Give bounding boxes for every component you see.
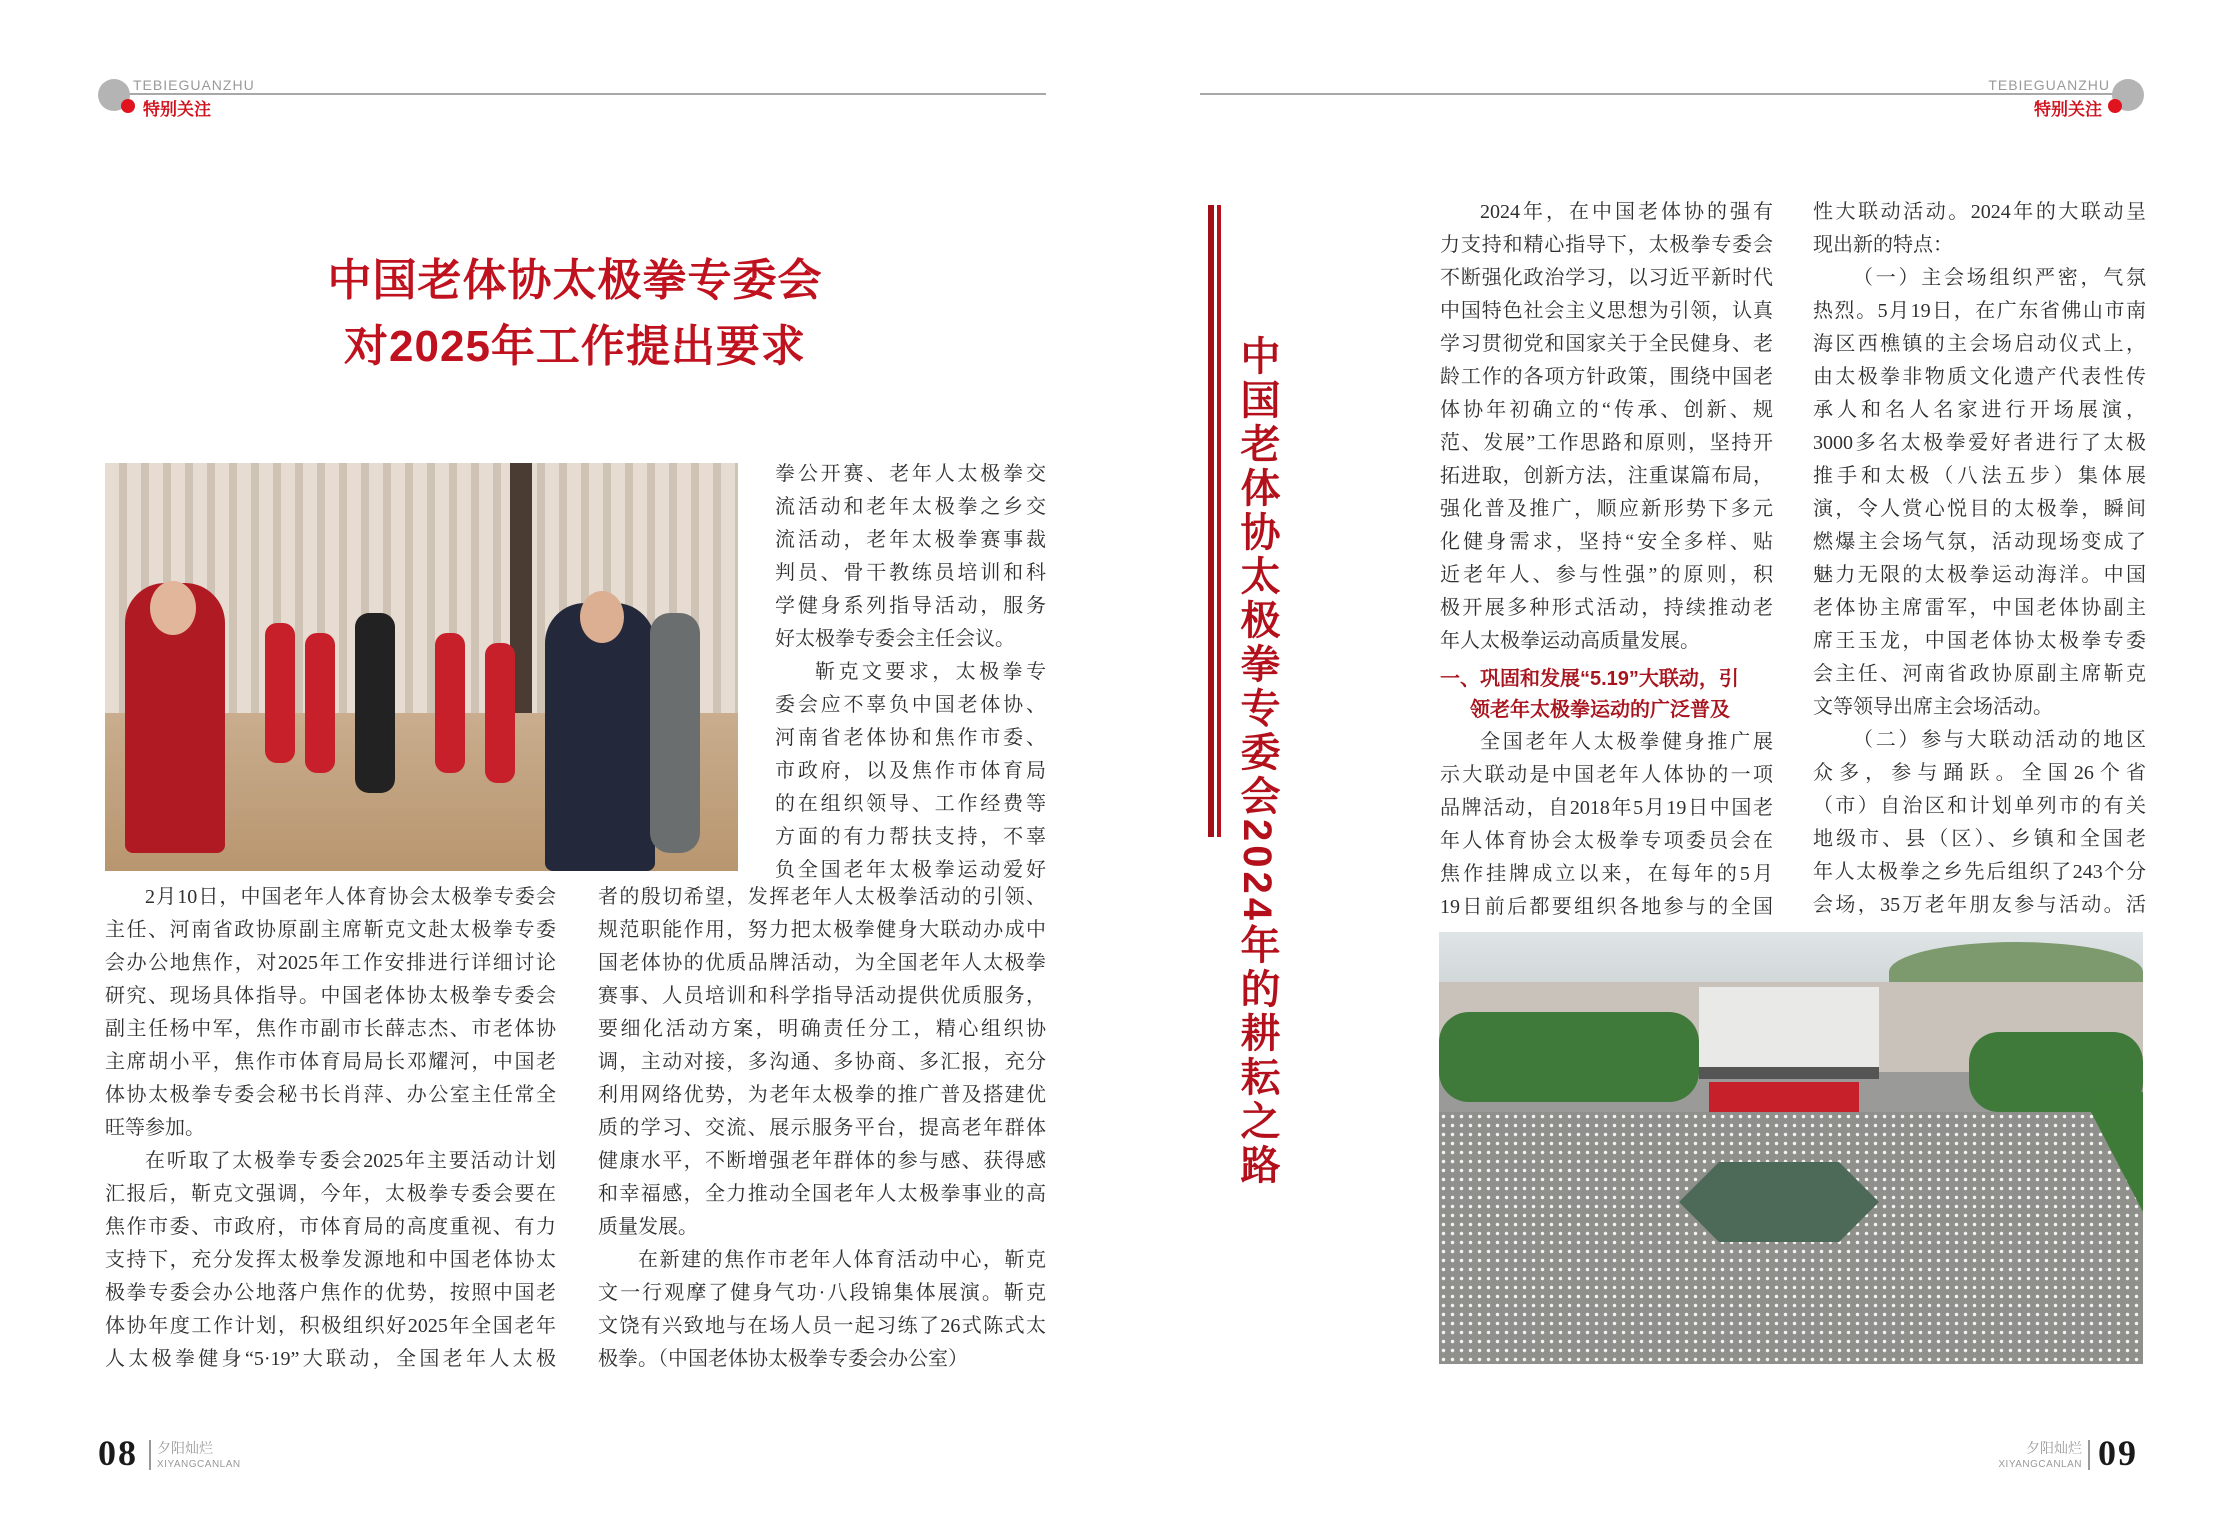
section-label-cn: 特别关注: [2034, 100, 2102, 119]
text-line: 3000多名太极拳爱好者进行了太极: [1813, 432, 2146, 454]
page-number: 09: [2098, 1433, 2138, 1473]
text-line: 年人体育协会太极拳专项委员会在: [1440, 830, 1773, 852]
text-line: 范、发展”工作思路和原则，坚持开: [1440, 432, 1773, 454]
text-line: 会主任、河南省政协原副主席靳克: [1813, 663, 2146, 685]
section-label-cn: 特别关注: [143, 100, 211, 119]
header-rule: [1200, 93, 2130, 95]
footer-divider: [2088, 1440, 2090, 1470]
article-title-line1: 中国老体协太极拳专委会: [327, 256, 823, 305]
section-heading-line2: 领老年太极拳运动的广泛普及: [1470, 699, 1730, 721]
text-line: 化健身需求，坚持“安全多样、贴: [1440, 531, 1773, 553]
text-line: 主席胡小平，焦作市体育局局长邓耀河，中国老: [105, 1051, 556, 1073]
text-line: 体协年初确立的“传承、创新、规: [1440, 399, 1773, 421]
text-line: 文等领导出席主会场活动。: [1813, 696, 2053, 718]
text-line: 旺等参加。: [105, 1117, 205, 1139]
text-column-right-1: [1440, 196, 1773, 924]
intro-block: [1440, 196, 1773, 658]
text-line: 由太极拳非物质文化遗产代表性传: [1813, 366, 2146, 388]
magazine-name-cn: 夕阳灿烂: [157, 1440, 213, 1456]
text-line: 全国老年人太极拳健身推广展: [1480, 731, 1773, 753]
text-line: 力支持和精心指导下，太极拳专委会: [1440, 234, 1773, 256]
text-line: 质量发展。: [598, 1216, 698, 1238]
text-line: 支持下，充分发挥太极拳发源地和中国老体协太: [105, 1249, 556, 1271]
text-line: 判员、骨干教练员培训和科: [775, 562, 1046, 584]
text-line: 年人太极拳运动高质量发展。: [1440, 630, 1700, 652]
text-line: 学健身系列指导活动，服务: [775, 595, 1046, 617]
text-line: 老体协主席雷军，中国老体协副主: [1813, 597, 2146, 619]
text-line: 现出新的特点：: [1813, 234, 1953, 256]
text-line: 众多，参与踊跃。全国26个省: [1813, 762, 2146, 784]
text-line: 负全国老年太极拳运动爱好: [775, 859, 1046, 881]
header-red-dot-icon: [2108, 99, 2122, 113]
text-line: 好太极拳专委会主任会议。: [775, 628, 1015, 650]
text-line: 海区西樵镇的主会场启动仪式上，: [1813, 333, 2146, 355]
text-line: 会场，35万老年朋友参与活动。活: [1813, 894, 2146, 916]
text-line: （二）参与大联动活动的地区: [1853, 729, 2146, 751]
text-line: 示大联动是中国老年人体协的一项: [1440, 764, 1773, 786]
text-line: 19日前后都要组织各地参与的全国: [1440, 896, 1773, 918]
section-label-en: TEBIEGUANZHU: [133, 77, 255, 93]
photo-aerial-main-venue: [1439, 932, 2143, 1364]
text-line: 2024年，在中国老体协的强有: [1480, 201, 1773, 223]
text-line: 学习贯彻党和国家关于全民健身、老: [1440, 333, 1773, 355]
text-line: 燃爆主会场气氛，活动现场变成了: [1813, 531, 2146, 553]
magazine-name-en: XIYANGCANLAN: [1998, 1459, 2082, 1470]
text-line: 体协年度工作计划，积极组织好2025年全国老年: [105, 1315, 556, 1337]
vertical-article-title: 中国老体协太极拳专委会2024年的耕耘之路: [1235, 335, 1279, 1188]
text-column-bottom-middle: [598, 881, 1046, 1376]
text-line: 会办公地焦作，对2025年工作安排进行详细讨论: [105, 952, 556, 974]
footer-divider: [149, 1440, 151, 1470]
text-line: 赛事、人员培训和科学指导活动提供优质服务，: [598, 985, 1046, 1007]
text-line: 焦作市委、市政府，市体育局的高度重视、有力: [105, 1216, 556, 1238]
text-line: 近老年人、参与性强”的原则，积: [1440, 564, 1773, 586]
text-line: 拳公开赛、老年人太极拳交: [775, 463, 1046, 485]
text-line: 方面的有力帮扶支持，不辜: [775, 826, 1046, 848]
text-line: 极拳。（中国老体协太极拳专委会办公室）: [598, 1348, 968, 1370]
text-line: 性大联动活动。2024年的大联动呈: [1813, 201, 2146, 223]
text-line: 品牌活动，自2018年5月19日中国老: [1440, 797, 1773, 819]
text-line: 健康水平，不断增强老年群体的参与感、获得感: [598, 1150, 1046, 1172]
text-line: 热烈。5月19日，在广东省佛山市南: [1813, 300, 2146, 322]
text-line: 的在组织领导、工作经费等: [775, 793, 1046, 815]
section-heading-line1: 一、巩固和发展“5.19”大联动，引: [1440, 668, 1739, 690]
section-body: [1440, 726, 1773, 924]
text-line: 龄工作的各项方针政策，围绕中国老: [1440, 366, 1773, 388]
text-line: 者的殷切希望，发挥老年人太极拳活动的引领、: [598, 886, 1046, 908]
text-line: 靳克文要求，太极拳专: [815, 661, 1046, 683]
text-line: 中国特色社会主义思想为引领，认真: [1440, 300, 1773, 322]
article-title-line2: 对2025年工作提出要求: [344, 322, 806, 371]
text-line: 委会应不辜负中国老体协、: [775, 694, 1046, 716]
text-line: 市政府，以及焦作市体育局: [775, 760, 1046, 782]
text-line: （一）主会场组织严密，气氛: [1853, 267, 2146, 289]
text-line: 主任、河南省政协原副主席靳克文赴太极拳专委: [105, 919, 556, 941]
text-line: 极开展多种形式活动，持续推动老: [1440, 597, 1773, 619]
text-line: 流活动，老年太极拳赛事裁: [775, 529, 1046, 551]
text-line: 推手和太极（八法五步）集体展: [1813, 465, 2146, 487]
text-line: 质的学习、交流、展示服务平台，提高老年群体: [598, 1117, 1046, 1139]
text-line: 地级市、县（区）、乡镇和全国老: [1813, 828, 2146, 850]
text-line: 流活动和老年太极拳之乡交: [775, 496, 1046, 518]
text-line: 研究、现场具体指导。中国老体协太极拳专委会: [105, 985, 556, 1007]
text-line: 2月10日，中国老年人体育协会太极拳专委会: [145, 886, 556, 908]
text-line: 年人太极拳之乡先后组织了243个分: [1813, 861, 2146, 883]
photo-taichi-practice: [105, 463, 738, 871]
text-line: 魅力无限的太极拳运动海洋。中国: [1813, 564, 2146, 586]
header-red-dot-icon: [121, 99, 135, 113]
text-line: 副主任杨中军，焦作市副市长薛志杰、市老体协: [105, 1018, 556, 1040]
text-line: 国老体协的优质品牌活动，为全国老年人太极拳: [598, 952, 1046, 974]
text-line: 文一行观摩了健身气功·八段锦集体展演。靳克: [598, 1282, 1046, 1304]
page-number: 08: [98, 1433, 138, 1473]
vertical-rule-thin: [1217, 205, 1221, 837]
text-line: 和幸福感，全力推动全国老年人太极拳事业的高: [598, 1183, 1046, 1205]
vertical-rule-thick: [1208, 205, 1214, 837]
text-line: 在听取了太极拳专委会2025年主要活动计划: [145, 1150, 556, 1172]
text-line: 调，主动对接，多沟通、多协商、多汇报，充分: [598, 1051, 1046, 1073]
text-line: 汇报后，靳克文强调，今年，太极拳专委会要在: [105, 1183, 556, 1205]
text-line: 极拳专委会办公地落户焦作的优势，按照中国老: [105, 1282, 556, 1304]
text-line: 体协太极拳专委会秘书长肖萍、办公室主任常全: [105, 1084, 556, 1106]
text-line: 人太极拳健身“5·19”大联动，全国老年人太极: [105, 1348, 556, 1370]
header-rule: [112, 93, 1046, 95]
text-line: 席王玉龙，中国老体协太极拳专委: [1813, 630, 2146, 652]
text-line: 强化普及推广，顺应新形势下多元: [1440, 498, 1773, 520]
text-line: 利用网络优势，为老年太极拳的推广普及搭建优: [598, 1084, 1046, 1106]
text-line: 演，令人赏心悦目的太极拳，瞬间: [1813, 498, 2146, 520]
text-line: 要细化活动方案，明确责任分工，精心组织协: [598, 1018, 1046, 1040]
text-column-photo-side: [775, 458, 1046, 887]
text-column-right-2: [1813, 196, 2146, 922]
text-line: 文饶有兴致地与在场人员一起习练了26式陈式太: [598, 1315, 1046, 1337]
section-label-en: TEBIEGUANZHU: [1988, 77, 2110, 93]
text-line: 拓进取，创新方法，注重谋篇布局，: [1440, 465, 1773, 487]
text-line: 不断强化政治学习，以习近平新时代: [1440, 267, 1773, 289]
text-line: 承人和名人名家进行开场展演，: [1813, 399, 2146, 421]
text-column-bottom-left: [105, 881, 556, 1376]
magazine-name-cn: 夕阳灿烂: [2026, 1440, 2082, 1456]
magazine-name-en: XIYANGCANLAN: [157, 1459, 241, 1470]
text-line: （市）自治区和计划单列市的有关: [1813, 795, 2146, 817]
text-line: 焦作挂牌成立以来，在每年的5月: [1440, 863, 1773, 885]
text-line: 在新建的焦作市老年人体育活动中心，靳克: [638, 1249, 1046, 1271]
text-line: 河南省老体协和焦作市委、: [775, 727, 1046, 749]
text-line: 规范职能作用，努力把太极拳健身大联动办成中: [598, 919, 1046, 941]
